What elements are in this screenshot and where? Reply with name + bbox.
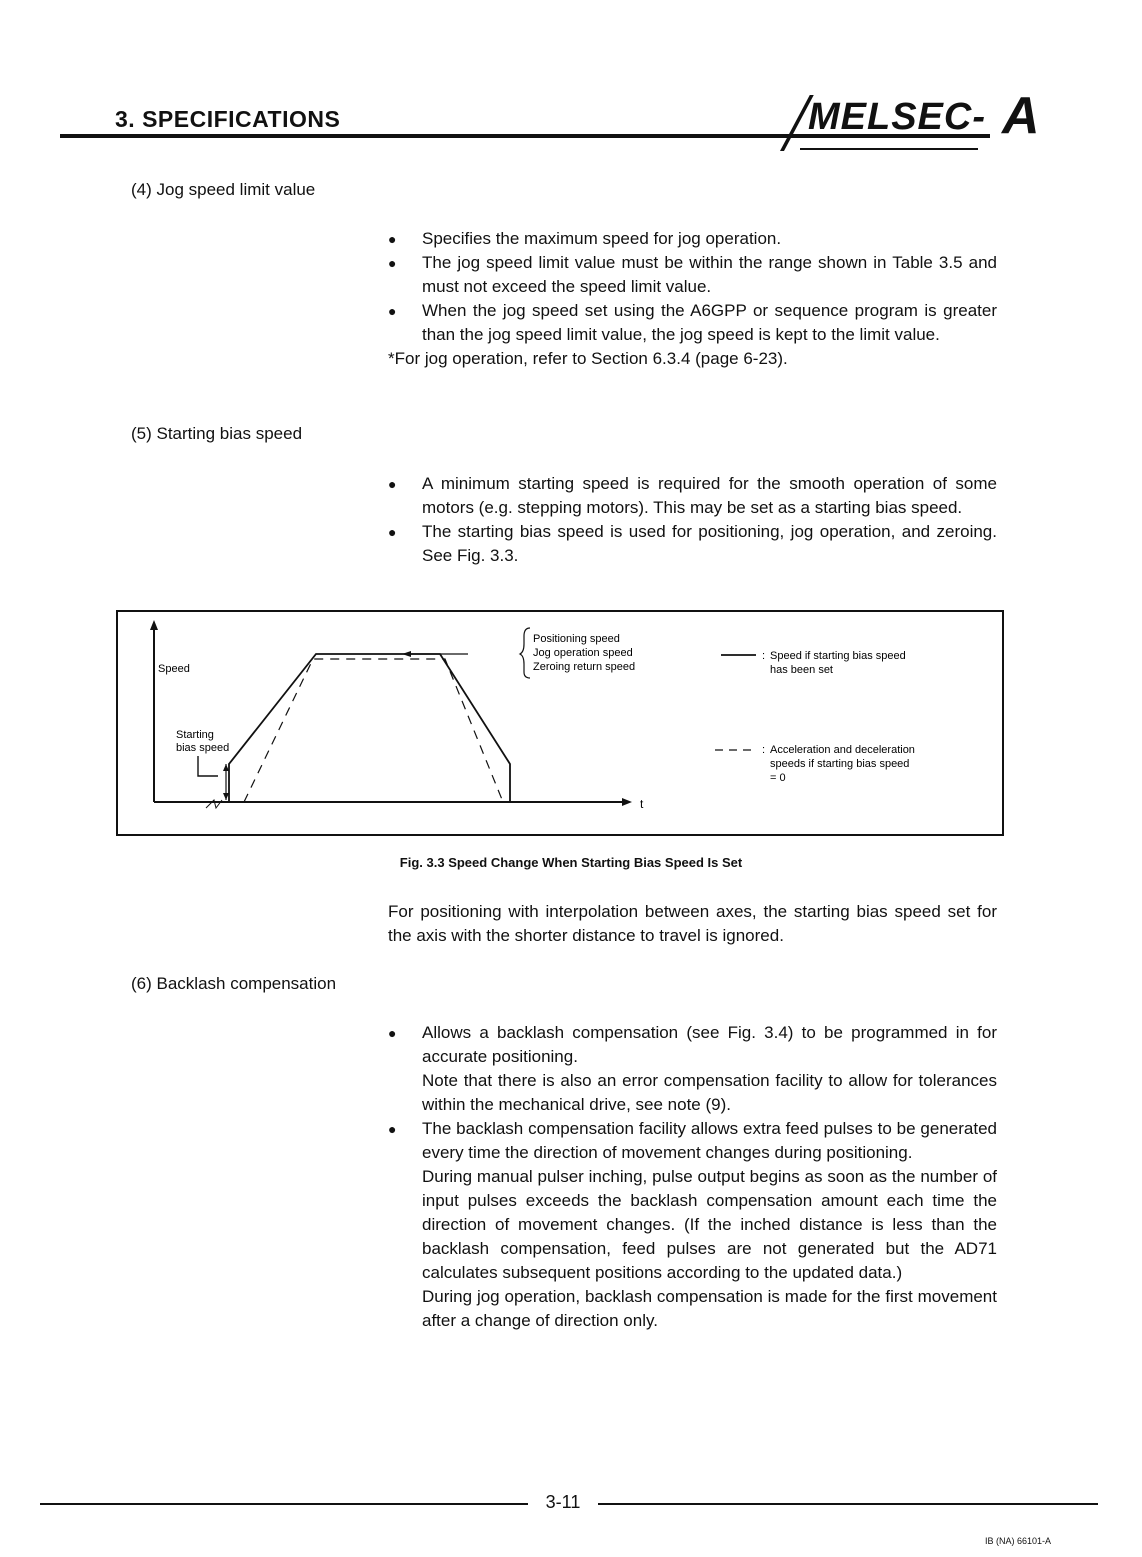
speed-type-zeroing: Zeroing return speed xyxy=(533,661,636,673)
section-title: 3. SPECIFICATIONS xyxy=(115,106,341,132)
jog-reference-note: *For jog operation, refer to Section 6.3.4 (page 6-23). xyxy=(388,349,788,368)
section-heading-backlash: (6) Backlash compensation xyxy=(131,974,337,993)
x-axis-label: t xyxy=(640,797,644,811)
y-axis-label: Speed xyxy=(158,663,190,675)
figure-caption: Fig. 3.3 Speed Change When Starting Bias Speed Is Set xyxy=(399,855,743,870)
figure-3-3 xyxy=(116,610,1004,836)
legend-dashed-text-3: = 0 xyxy=(770,772,786,784)
legend-separator: : xyxy=(762,744,766,756)
manual-pulser-note: During manual pulser inching, pulse output begins as soon as the number of input pulses exceeds the backlash compensation amount each time the direction of movement changes. (If the inched distance is less than the backlash compensation, feed pulses are not generated but the AD71 calculates subsequent positions according to the updated data.) xyxy=(422,1167,997,1282)
logo-underline xyxy=(800,148,978,150)
melsec-logo-letter: A xyxy=(1002,87,1040,145)
section-heading-jog-speed-limit: (4) Jog speed limit value xyxy=(131,180,316,199)
footer-rule-left xyxy=(40,1503,528,1505)
melsec-logo: MELSEC- xyxy=(808,96,986,138)
list-item: ● Specifies the maximum speed for jog operation. xyxy=(388,227,997,251)
jog-backlash-note: During jog operation, backlash compensation is made for the first movement after a change of direction only. xyxy=(422,1287,997,1330)
speed-curve-with-bias xyxy=(229,654,510,802)
legend-separator: : xyxy=(762,650,766,662)
legend-solid-text-1: Speed if starting bias speed xyxy=(770,650,906,662)
list-item: ● Allows a backlash compensation (see Fig. 3.4) to be programmed in for accurate positioning. Note that there is also an error compensation facility to allow for tolerances within the mechanical drive, see note (9). xyxy=(388,1021,997,1117)
speed-curve-without-bias xyxy=(244,659,503,802)
x-axis-arrow-icon xyxy=(622,798,632,806)
speed-type-jog: Jog operation speed xyxy=(533,647,633,659)
error-compensation-note: Note that there is also an error compensation facility to allow for tolerances within the mechanical drive, see note (9). xyxy=(422,1071,997,1114)
document-code: IB (NA) 66101-A xyxy=(985,1536,1052,1546)
list-item: ● The starting bias speed is used for positioning, jog operation, and zeroing. See Fig. 3.3. xyxy=(388,520,997,568)
backlash-bullets xyxy=(388,1021,997,1333)
bias-label-line1: Starting xyxy=(176,729,214,741)
starting-bias-bullets xyxy=(388,472,997,568)
legend-dashed-text-1: Acceleration and deceleration xyxy=(770,744,915,756)
bias-label-line2: bias speed xyxy=(176,742,230,754)
interpolation-paragraph: For positioning with interpolation between axes, the starting bias speed set for the axis with the shorter distance to travel is ignored. xyxy=(388,902,997,945)
list-item: ● The backlash compensation facility allows extra feed pulses to be generated every time the direction of movement changes during positioning. During manual pulser inching, pulse output begins as soon as the number of input pulses exceeds the backlash compensation amount each time the direction of movement changes. (If the inched distance is less than the backlash compensation, feed pulses are not generated but the AD71 calculates subsequent positions according to the updated data.) During jog operation, backlash compensation is made for the first movement after a change of direction only. xyxy=(388,1117,997,1333)
jog-speed-bullets xyxy=(388,227,997,371)
speed-type-positioning: Positioning speed xyxy=(533,633,620,645)
footer-rule-right xyxy=(598,1503,1098,1505)
list-item: ● A minimum starting speed is required for the smooth operation of some motors (e.g. stepping motors). This may be set as a starting bias speed. xyxy=(388,472,997,520)
list-item: ● The jog speed limit value must be within the range shown in Table 3.5 and must not exceed the speed limit value. xyxy=(388,251,997,299)
page-number: 3-11 xyxy=(545,1492,581,1512)
list-item: ● When the jog speed set using the A6GPP or sequence program is greater than the jog speed limit value, the jog speed is kept to the limit value. xyxy=(388,299,997,347)
legend-dashed-text-2: speeds if starting bias speed xyxy=(770,758,910,770)
y-axis-arrow-icon xyxy=(150,620,158,630)
speed-type-brace xyxy=(520,628,530,678)
top-speed-arrow-icon xyxy=(402,651,411,657)
bias-bracket xyxy=(198,756,218,776)
speed-diagram xyxy=(118,612,1002,834)
section-heading-starting-bias: (5) Starting bias speed xyxy=(131,424,303,443)
legend-solid-text-2: has been set xyxy=(770,664,833,676)
